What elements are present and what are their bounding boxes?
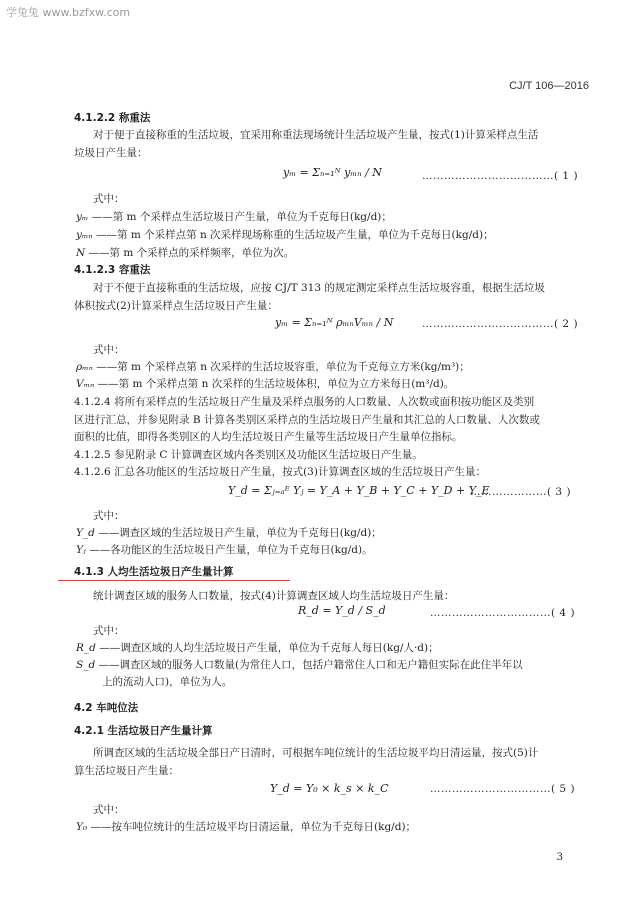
equation-number-4: ……………………………( 4 ) <box>430 607 576 619</box>
definition-row <box>76 208 392 226</box>
red-underline <box>58 580 290 581</box>
definition-text: ——调查区域的服务人口数量(为常住人口，包括户籍常住人口和无户籍但实际在此住半年以 <box>98 659 523 671</box>
paragraph-line: 所调查区域的生活垃圾全部日产日清时，可根据车吨位统计的生活垃圾平均日清运量，按式(5)计 <box>93 747 539 759</box>
definition-text: ——各功能区的生活垃圾日产生量，单位为千克每日(kg/d)。 <box>89 544 373 556</box>
definition-row <box>76 358 470 376</box>
definition-symbol: N <box>76 247 86 259</box>
definition-symbol: ρₘₙ <box>76 361 93 373</box>
paragraph-line: 对于便于直接称重的生活垃圾，宜采用称重法现场统计生活垃圾产生量，按式(1)计算采样点生活 <box>93 129 539 141</box>
definition-symbol: yₘₙ <box>76 229 93 241</box>
definition-row <box>76 524 382 542</box>
watermark: 学兔兔 www.bzfxw.com <box>6 6 131 19</box>
definition-row <box>76 818 416 836</box>
definition-row <box>76 375 454 393</box>
equation-number-2: ………………………………( 2 ) <box>422 318 579 330</box>
standard-number: CJ/T 106—2016 <box>509 80 589 92</box>
definition-symbol: Yⱼ <box>76 544 86 556</box>
definition-row <box>76 541 373 559</box>
paragraph-line: 体积按式(2)计算采样点生活垃圾日产生量： <box>74 300 278 312</box>
paragraph-line: 区进行汇总，并参见附录 B 计算各类别区采样点的生活垃圾日产生量和其汇总的人口数量、人次数或 <box>74 414 540 426</box>
definition-symbol: yₘ <box>76 211 89 223</box>
where-label: 式中： <box>93 193 125 205</box>
definition-row <box>76 656 523 674</box>
paragraph-line: 4.1.2.4 将所有采样点的生活垃圾日产生量及采样点服务的人口数量、人次数或面积按功能区及类别 <box>74 396 535 408</box>
formula-2: yₘ = Σₙ₌₁ᴺ ρₘₙVₘₙ / N <box>275 316 394 329</box>
definition-symbol: Vₘₙ <box>76 378 95 390</box>
definition-text: ——调查区域的生活垃圾日产生量，单位为千克每日(kg/d)； <box>98 527 382 539</box>
definition-symbol: R_d <box>76 642 96 654</box>
equation-number-5: ……………………………( 5 ) <box>430 783 576 795</box>
definition-row <box>76 244 294 262</box>
definition-symbol: Y_d <box>76 527 95 539</box>
formula-5: Y_d = Y₀ × k_s × k_C <box>270 782 389 795</box>
definition-text: ——调查区域的人均生活垃圾日产生量，单位为千克每人每日(kg/人·d)； <box>99 642 439 654</box>
definition-text: ——第 m 个采样点第 n 次采样的生活垃圾容重，单位为千克每立方米(kg/m³)； <box>96 361 470 373</box>
paragraph-line: 算生活垃圾日产生量： <box>74 765 179 777</box>
formula-1: yₘ = Σₙ₌₁ᴺ yₘₙ / N <box>283 166 382 179</box>
definition-symbol: S_d <box>76 659 96 671</box>
where-label: 式中： <box>93 625 125 637</box>
where-label: 式中： <box>93 344 125 356</box>
formula-3: Y_d = Σⱼ₌ₐᴱ Yⱼ = Y_A + Y_B + Y_C + Y_D + Y_E <box>228 484 490 497</box>
equation-number-3: …………………( 3 ) <box>470 486 572 498</box>
definition-row <box>76 639 439 657</box>
definition-text: ——第 m 个采样点的采样频率，单位为次。 <box>88 247 295 259</box>
section-heading-4-1-2-3: 4.1.2.3 容重法 <box>74 264 151 276</box>
equation-number-1: ………………………………( 1 ) <box>422 170 579 182</box>
definition-text: ——第 m 个采样点第 n 次采样现场称重的生活垃圾产生量，单位为千克每日(kg/d)； <box>95 229 494 241</box>
definition-symbol: Y₀ <box>76 821 88 833</box>
where-label: 式中： <box>93 510 125 522</box>
paragraph-line: 垃圾日产生量： <box>74 147 148 159</box>
paragraph-line: 4.1.2.6 汇总各功能区的生活垃圾日产生量，按式(3)计算调查区域的生活垃圾日产生量： <box>74 466 486 478</box>
definition-text: ——第 m 个采样点生活垃圾日产生量，单位为千克每日(kg/d)； <box>91 211 392 223</box>
paragraph-line: 4.1.2.5 参见附录 C 计算调查区域内各类别区及功能区生活垃圾日产生量。 <box>74 449 423 461</box>
section-heading-4-1-3: 4.1.3 人均生活垃圾日产生量计算 <box>74 566 234 578</box>
definition-text: ——按车吨位统计的生活垃圾平均日清运量，单位为千克每日(kg/d)； <box>90 821 417 833</box>
definition-continuation: 上的流动人口)，单位为人。 <box>102 676 233 688</box>
paragraph-line: 对于不便于直接称重的生活垃圾，应按 CJ/T 313 的规定测定采样点生活垃圾容重，根据生活垃圾 <box>93 282 545 294</box>
where-label: 式中： <box>93 804 125 816</box>
section-heading-4-2: 4.2 车吨位法 <box>74 702 139 714</box>
section-heading-4-1-2-2: 4.1.2.2 称重法 <box>74 112 151 124</box>
paragraph-line: 面积的比值，即得各类别区的人均生活垃圾日产生量等生活垃圾日产生量单位指标。 <box>74 431 463 443</box>
formula-4: R_d = Y_d / S_d <box>298 604 386 617</box>
paragraph-line: 统计调查区域的服务人口数量，按式(4)计算调查区域人均生活垃圾日产生量： <box>93 590 455 602</box>
page-number: 3 <box>556 852 563 863</box>
definition-text: ——第 m 个采样点第 n 次采样的生活垃圾体积，单位为立方米每日(m³/d)。 <box>97 378 455 390</box>
section-heading-4-2-1: 4.2.1 生活垃圾日产生量计算 <box>74 725 213 737</box>
definition-row <box>76 226 494 244</box>
